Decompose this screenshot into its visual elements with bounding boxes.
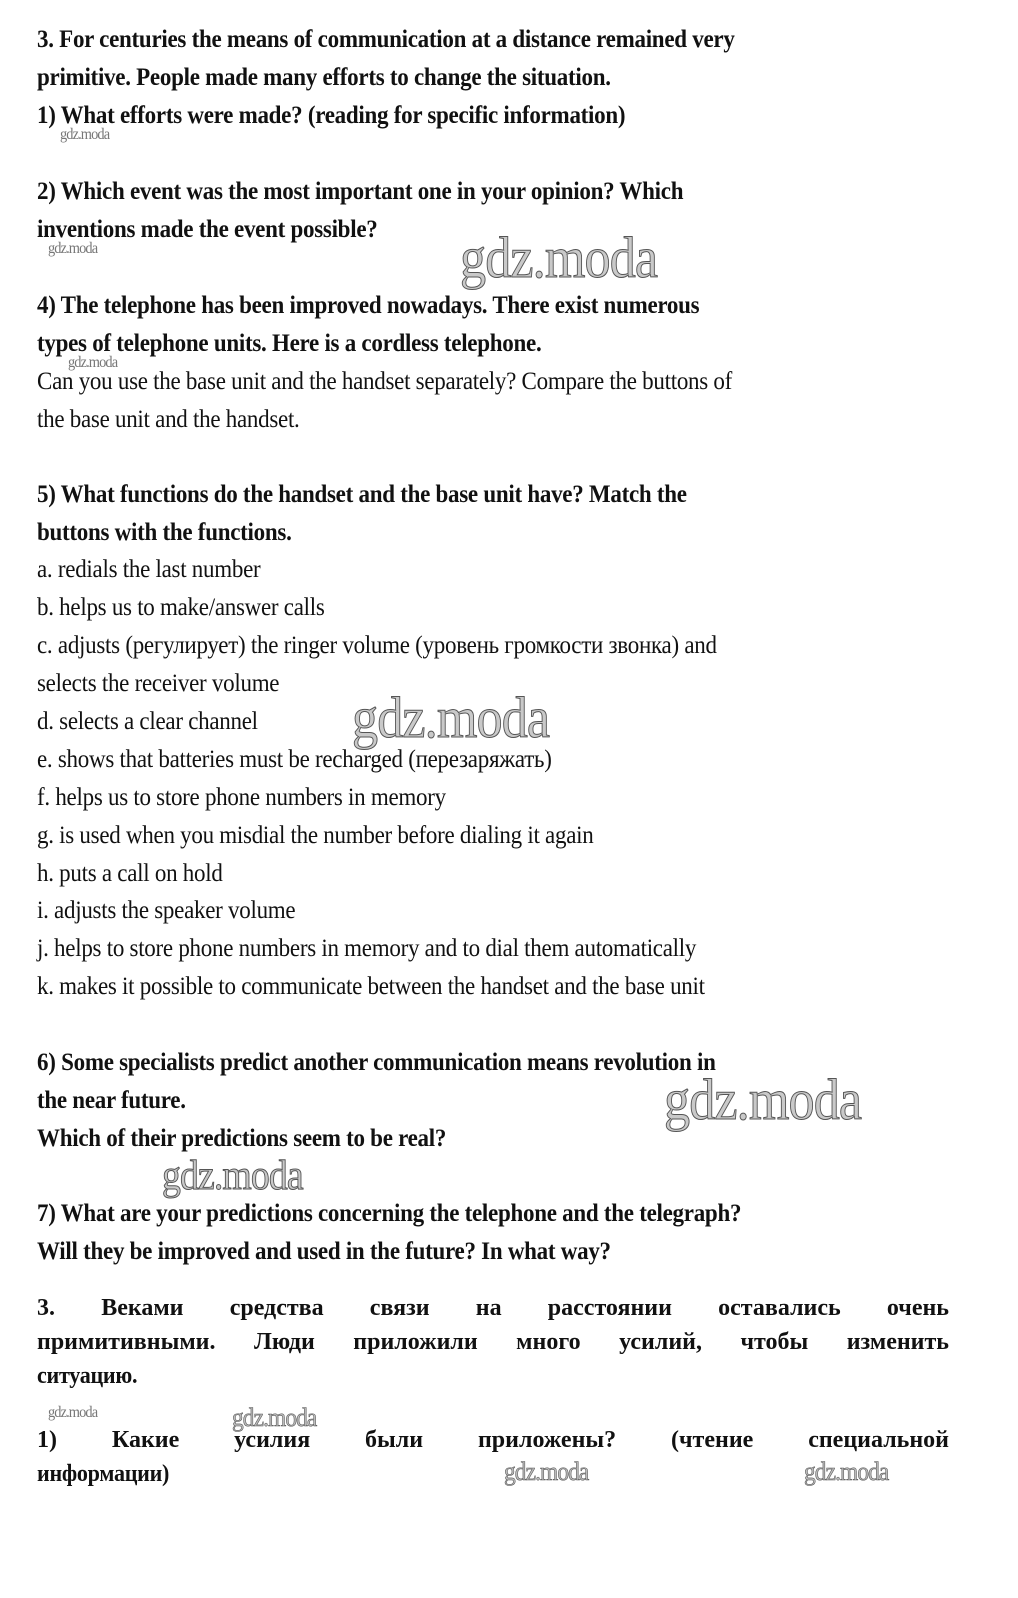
translation-question-1-line-1: 1) Какие усилия были приложены? (чтение специальной (37, 1427, 949, 1453)
question-2-line-2: inventions made the event possible? (37, 216, 378, 243)
question-6-line-3: Which of their predictions seem to be real? (37, 1125, 447, 1152)
translation-question-1-line-2: информации) (37, 1461, 170, 1487)
question-5-line-1: 5) What functions do the handset and the base unit have? Match the (37, 481, 687, 508)
function-item-a: a. redials the last number (37, 556, 261, 583)
question-1: 1) What efforts were made? (reading for specific information) (37, 102, 626, 129)
question-5-line-2: buttons with the functions. (37, 519, 292, 546)
function-item-c-continued: selects the receiver volume (37, 670, 280, 697)
watermark: gdz.moda (68, 354, 118, 371)
task-intro-line-2: primitive. People made many efforts to change the situation. (37, 64, 611, 91)
function-item-c: c. adjusts (регулирует) the ringer volume (уровень громкости звонка) and (37, 632, 717, 659)
watermark: gdz.moda (232, 1403, 317, 1432)
watermark: gdz.moda (460, 225, 658, 290)
function-item-b: b. helps us to make/answer calls (37, 594, 325, 621)
function-item-d: d. selects a clear channel (37, 708, 258, 735)
question-6-line-2: the near future. (37, 1087, 186, 1114)
question-7-line-1: 7) What are your predictions concerning the telephone and the telegraph? (37, 1200, 742, 1227)
translation-intro-line-3: ситуацию. (37, 1363, 138, 1389)
watermark: gdz.moda (162, 1153, 303, 1199)
question-2-line-1: 2) Which event was the most important one in your opinion? Which (37, 178, 684, 205)
question-7-line-2: Will they be improved and used in the future? In what way? (37, 1238, 611, 1265)
watermark: gdz.moda (804, 1457, 889, 1486)
function-item-k: k. makes it possible to communicate between the handset and the base unit (37, 973, 705, 1000)
function-item-j: j. helps to store phone numbers in memory and to dial them automatically (37, 935, 697, 962)
question-4-body-line-1: Can you use the base unit and the handset separately? Compare the buttons of (37, 368, 733, 395)
translation-intro-line-2: примитивными. Люди приложили много усилий, чтобы изменить (37, 1329, 949, 1355)
function-item-e: e. shows that batteries must be recharged (перезаряжать) (37, 746, 552, 773)
watermark: gdz.moda (352, 685, 550, 750)
watermark: gdz.moda (504, 1457, 589, 1486)
task-intro-line-1: 3. For centuries the means of communication at a distance remained very (37, 26, 735, 53)
function-item-i: i. adjusts the speaker volume (37, 897, 296, 924)
watermark: gdz.moda (48, 1404, 98, 1421)
watermark: gdz.moda (60, 126, 110, 143)
question-4-line-1: 4) The telephone has been improved nowadays. There exist numerous (37, 292, 700, 319)
function-item-h: h. puts a call on hold (37, 860, 223, 887)
function-item-g: g. is used when you misdial the number before dialing it again (37, 822, 594, 849)
watermark: gdz.moda (48, 240, 98, 257)
question-4-body-line-2: the base unit and the handset. (37, 406, 300, 433)
question-6-line-1: 6) Some specialists predict another communication means revolution in (37, 1049, 716, 1076)
question-4-line-2: types of telephone units. Here is a cordless telephone. (37, 330, 542, 357)
function-item-f: f. helps us to store phone numbers in memory (37, 784, 446, 811)
watermark: gdz.moda (664, 1067, 862, 1132)
translation-intro-line-1: 3. Веками средства связи на расстоянии оставались очень (37, 1295, 949, 1321)
